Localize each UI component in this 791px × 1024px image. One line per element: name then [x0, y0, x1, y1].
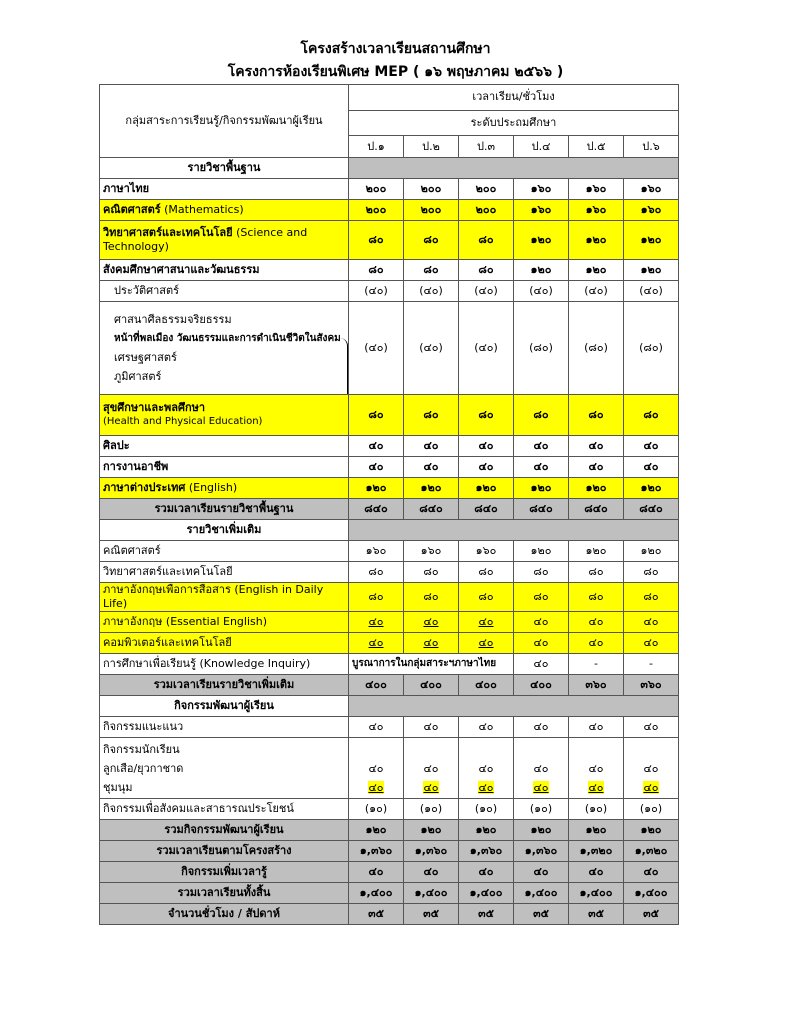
- table-row: [100, 841, 679, 862]
- value-cell: ๔๐: [569, 633, 624, 654]
- table-row: [100, 260, 679, 281]
- sub-label: กิจกรรมนักเรียน: [103, 742, 180, 756]
- document-title: โครงสร้างเวลาเรียนสถานศึกษา: [300, 41, 491, 57]
- grade-3: ป.๓: [459, 136, 514, 158]
- value-cell: ๔๐: [459, 612, 514, 633]
- value-cell: ๑๒๐: [514, 541, 569, 562]
- table-row: [100, 904, 679, 925]
- grade-5: ป.๕: [569, 136, 624, 158]
- value-cell: (๔๐): [349, 302, 404, 395]
- value-cell: ๒๐๐: [349, 200, 404, 221]
- value-cell: ๘๐: [569, 395, 624, 436]
- value-cell: ๔๐: [569, 612, 624, 633]
- grade-1: ป.๑: [349, 136, 404, 158]
- value-cell: ๔๐: [404, 633, 459, 654]
- grade-6: ป.๖: [624, 136, 679, 158]
- section-label: รายวิชาเพิ่มเติม: [100, 520, 349, 541]
- value-cell: ๑๒๐: [569, 260, 624, 281]
- value-cell: (๘๐): [514, 302, 569, 395]
- table-row: [100, 457, 679, 478]
- club-value: ๔๐: [643, 780, 659, 794]
- row-label: [100, 200, 349, 221]
- row-label: [100, 478, 349, 499]
- table-row: [100, 179, 679, 200]
- value-cell: ๓๕: [624, 904, 679, 925]
- row-label: [100, 221, 349, 260]
- value-cell: ๔๐: [349, 717, 404, 738]
- value-cell: ๘๔๐: [514, 499, 569, 520]
- value-cell: ๘๐: [404, 583, 459, 612]
- club-value: ๔๐: [533, 780, 549, 794]
- value-cell: ๔๐: [349, 862, 404, 883]
- row-label: ประวัติศาสตร์: [100, 281, 349, 302]
- table-row: [100, 478, 679, 499]
- table-row: [100, 883, 679, 904]
- value-cell: ๔๐: [514, 654, 569, 675]
- value-cell: ๔๐: [459, 717, 514, 738]
- value-cell: ๔๐: [624, 457, 679, 478]
- value-cell: ๘๐: [569, 562, 624, 583]
- value-cell: ๑๒๐: [624, 260, 679, 281]
- row-label: การงานอาชีพ: [100, 457, 349, 478]
- table-row: [100, 862, 679, 883]
- label-th: ภาษาต่างประเทศ: [103, 481, 186, 494]
- value-cell: ๔๐: [459, 633, 514, 654]
- value-cell: ๘๐: [514, 562, 569, 583]
- value-cell: ๑๒๐: [514, 478, 569, 499]
- value-cell: ๔๐: [624, 612, 679, 633]
- row-label: [100, 738, 349, 799]
- row-label: [100, 395, 349, 436]
- value-cell: ๑,๓๒๐: [624, 841, 679, 862]
- sub-label: เศรษฐศาสตร์: [114, 351, 177, 364]
- value-cell: ๔๐: [514, 862, 569, 883]
- value-cell: ๘๐: [624, 583, 679, 612]
- value-cell: (๑๐): [514, 799, 569, 820]
- value-cell: ๔๐: [404, 717, 459, 738]
- merged-cell: บูรณาการในกลุ่มสาระฯภาษาไทย: [349, 654, 514, 675]
- row-label: ภาษาอังกฤษ (Essential English): [100, 612, 349, 633]
- value-cell: ๑,๓๖๐: [349, 841, 404, 862]
- value-cell: ๒๐๐: [404, 179, 459, 200]
- document-subtitle: โครงการห้องเรียนพิเศษ MEP ( ๑๖ พฤษภาคม ๒๕๖๖ ): [227, 64, 564, 80]
- label-th: สุขศึกษาและพลศึกษา: [103, 401, 206, 414]
- row-label: คอมพิวเตอร์และเทคโนโลยี: [100, 633, 349, 654]
- scout-value: ๔๐: [478, 761, 494, 775]
- value-cell: ๑๒๐: [459, 478, 514, 499]
- value-cell: ๔๐: [514, 612, 569, 633]
- table-row: [100, 499, 679, 520]
- value-cell: ๔๐: [349, 633, 404, 654]
- section-label: กิจกรรมพัฒนาผู้เรียน: [100, 696, 349, 717]
- value-cell: (๔๐): [569, 281, 624, 302]
- value-cell: (๔๐): [514, 281, 569, 302]
- value-cell: ๓๖๐: [624, 675, 679, 696]
- value-cell: [404, 738, 459, 799]
- value-cell: ๓๖๐: [569, 675, 624, 696]
- table-row: [100, 281, 679, 302]
- value-cell: (๔๐): [459, 302, 514, 395]
- value-cell: ๑๒๐: [569, 541, 624, 562]
- section-fill: [349, 158, 679, 179]
- value-cell: (๑๐): [349, 799, 404, 820]
- club-value: ๔๐: [423, 780, 439, 794]
- section-fill: [349, 520, 679, 541]
- value-cell: ๔๐: [569, 457, 624, 478]
- value-cell: [624, 738, 679, 799]
- table-row: [100, 436, 679, 457]
- row-label: ภาษาไทย: [100, 179, 349, 200]
- value-cell: (๑๐): [624, 799, 679, 820]
- table-row: [100, 633, 679, 654]
- section-label: รายวิชาพื้นฐาน: [100, 158, 349, 179]
- value-cell: ๑,๔๐๐: [459, 883, 514, 904]
- row-label: จำนวนชั่วโมง / สัปดาห์: [100, 904, 349, 925]
- value-cell: ๔๐: [349, 436, 404, 457]
- value-cell: ๑๒๐: [404, 478, 459, 499]
- section-basic: [100, 158, 679, 179]
- value-cell: ๔๐: [349, 457, 404, 478]
- value-cell: (๔๐): [459, 281, 514, 302]
- value-cell: ๑,๔๐๐: [569, 883, 624, 904]
- value-cell: [514, 738, 569, 799]
- value-cell: ๑๖๐: [514, 200, 569, 221]
- value-cell: ๑๒๐: [624, 221, 679, 260]
- sub-label: ภูมิศาสตร์: [114, 370, 162, 383]
- value-cell: ๔๐: [404, 862, 459, 883]
- value-cell: ๔๐๐: [514, 675, 569, 696]
- value-cell: ๘๐: [459, 221, 514, 260]
- value-cell: ๘๐: [514, 583, 569, 612]
- scout-value: ๔๐: [368, 761, 384, 775]
- value-cell: ๔๐: [624, 436, 679, 457]
- sub-label: ศาสนาศีลธรรมจริยธรรม: [114, 313, 232, 326]
- value-cell: [569, 738, 624, 799]
- level-header: ระดับประถมศึกษา: [349, 110, 679, 136]
- value-cell: (๔๐): [404, 281, 459, 302]
- value-cell: ๑๖๐: [569, 179, 624, 200]
- value-cell: ๒๐๐: [459, 179, 514, 200]
- sub-label: หน้าที่พลเมือง วัฒนธรรมและการดำเนินชีวิตในสังคม: [114, 333, 341, 344]
- value-cell: ๑,๓๖๐: [404, 841, 459, 862]
- value-cell: (๑๐): [569, 799, 624, 820]
- value-cell: ๑๖๐: [404, 541, 459, 562]
- value-cell: ๔๐: [514, 436, 569, 457]
- value-cell: -: [569, 654, 624, 675]
- row-label: ศิลปะ: [100, 436, 349, 457]
- value-cell: ๓๕: [404, 904, 459, 925]
- value-cell: ๘๐: [349, 562, 404, 583]
- value-cell: ๔๐: [349, 612, 404, 633]
- value-cell: ๘๔๐: [459, 499, 514, 520]
- value-cell: ๔๐๐: [349, 675, 404, 696]
- value-cell: ๔๐: [569, 436, 624, 457]
- table-row: [100, 562, 679, 583]
- value-cell: (๑๐): [404, 799, 459, 820]
- club-value: ๔๐: [588, 780, 604, 794]
- value-cell: ๓๕: [514, 904, 569, 925]
- brace-icon: [339, 338, 348, 395]
- value-cell: ๑๒๐: [569, 820, 624, 841]
- value-cell: ๑๒๐: [514, 221, 569, 260]
- value-cell: ๑๒๐: [569, 478, 624, 499]
- value-cell: ๘๔๐: [349, 499, 404, 520]
- label-th: วิทยาศาสตร์และเทคโนโลยี: [103, 226, 233, 239]
- value-cell: ๔๐: [404, 436, 459, 457]
- scout-value: ๔๐: [423, 761, 439, 775]
- value-cell: ๘๐: [459, 260, 514, 281]
- value-cell: ๑,๓๖๐: [514, 841, 569, 862]
- value-cell: ๘๐: [404, 562, 459, 583]
- value-cell: ๓๕: [569, 904, 624, 925]
- row-label: สังคมศึกษาศาสนาและวัฒนธรรม: [100, 260, 349, 281]
- table-row: [100, 302, 679, 395]
- row-label: [100, 302, 349, 395]
- value-cell: ๑,๔๐๐: [624, 883, 679, 904]
- value-cell: [349, 738, 404, 799]
- row-label: รวมกิจกรรมพัฒนาผู้เรียน: [100, 820, 349, 841]
- value-cell: ๘๐: [404, 260, 459, 281]
- value-cell: ๑๒๐: [624, 478, 679, 499]
- section-additional: [100, 520, 679, 541]
- sub-label: ลูกเสือ/ยุวกาชาด: [103, 761, 184, 775]
- value-cell: ๔๐: [514, 457, 569, 478]
- value-cell: ๘๐: [624, 395, 679, 436]
- label-en: (Science and Technology): [103, 226, 308, 253]
- table-row: [100, 221, 679, 260]
- value-cell: ๑๒๐: [349, 820, 404, 841]
- value-cell: ๑๒๐: [624, 541, 679, 562]
- value-cell: (๔๐): [624, 281, 679, 302]
- value-cell: ๑๖๐: [624, 179, 679, 200]
- grade-2: ป.๒: [404, 136, 459, 158]
- value-cell: ๓๕: [459, 904, 514, 925]
- label-en: (Health and Physical Education): [103, 416, 263, 427]
- value-cell: ๑,๓๒๐: [569, 841, 624, 862]
- scout-value: ๔๐: [643, 761, 659, 775]
- value-cell: ๔๐: [624, 717, 679, 738]
- value-cell: ๔๐: [624, 862, 679, 883]
- value-cell: ๑๖๐: [569, 200, 624, 221]
- row-label: คณิตศาสตร์: [100, 541, 349, 562]
- value-cell: ๔๐: [404, 612, 459, 633]
- section-fill: [349, 696, 679, 717]
- table-row: [100, 612, 679, 633]
- table-row: [100, 583, 679, 612]
- value-cell: (๘๐): [624, 302, 679, 395]
- label-en: (English): [185, 481, 238, 494]
- value-cell: ๘๐: [349, 395, 404, 436]
- value-cell: ๔๐: [569, 717, 624, 738]
- row-label: รวมเวลาเรียนรายวิชาเพิ่มเติม: [100, 675, 349, 696]
- value-cell: -: [624, 654, 679, 675]
- value-cell: ๔๐: [514, 633, 569, 654]
- row-label: กิจกรรมเพิ่มเวลารู้: [100, 862, 349, 883]
- curriculum-table: [99, 84, 679, 925]
- section-activities: [100, 696, 679, 717]
- value-cell: ๑,๔๐๐: [349, 883, 404, 904]
- club-value: ๔๐: [478, 780, 494, 794]
- value-cell: ๘๐: [624, 562, 679, 583]
- table-row: [100, 654, 679, 675]
- value-cell: ๘๐: [459, 562, 514, 583]
- value-cell: ๘๐: [404, 395, 459, 436]
- sub-label: ชุมนุม: [103, 780, 133, 794]
- value-cell: (๑๐): [459, 799, 514, 820]
- value-cell: ๑๒๐: [569, 221, 624, 260]
- value-cell: [459, 738, 514, 799]
- value-cell: (๔๐): [349, 281, 404, 302]
- row-label: กิจกรรมเพื่อสังคมและสาธารณประโยชน์: [100, 799, 349, 820]
- label-en: (Mathematics): [160, 203, 244, 216]
- value-cell: ๔๐: [404, 457, 459, 478]
- value-cell: ๑๖๐: [624, 200, 679, 221]
- table-row: [100, 717, 679, 738]
- value-cell: ๔๐: [569, 862, 624, 883]
- value-cell: ๑๒๐: [624, 820, 679, 841]
- value-cell: (๔๐): [404, 302, 459, 395]
- value-cell: ๒๐๐: [404, 200, 459, 221]
- table-row: [100, 200, 679, 221]
- value-cell: ๘๐: [569, 583, 624, 612]
- value-cell: ๔๐๐: [404, 675, 459, 696]
- value-cell: ๘๔๐: [624, 499, 679, 520]
- grade-4: ป.๔: [514, 136, 569, 158]
- club-value: ๔๐: [368, 780, 384, 794]
- value-cell: ๘๐: [349, 583, 404, 612]
- value-cell: ๘๐: [514, 395, 569, 436]
- time-header: เวลาเรียน/ชั่วโมง: [349, 85, 679, 111]
- value-cell: ๑๖๐: [514, 179, 569, 200]
- value-cell: ๘๐: [404, 221, 459, 260]
- value-cell: ๘๔๐: [569, 499, 624, 520]
- value-cell: ๘๔๐: [404, 499, 459, 520]
- table-row: [100, 799, 679, 820]
- row-label: รวมเวลาเรียนตามโครงสร้าง: [100, 841, 349, 862]
- value-cell: ๔๐: [459, 862, 514, 883]
- row-label: ภาษาอังกฤษเพื่อการสื่อสาร (English in Daily Life): [100, 583, 349, 612]
- value-cell: ๑๒๐: [459, 820, 514, 841]
- value-cell: ๔๐: [514, 717, 569, 738]
- table-row: [100, 675, 679, 696]
- value-cell: ๑,๓๖๐: [459, 841, 514, 862]
- value-cell: ๑,๔๐๐: [404, 883, 459, 904]
- scout-value: ๔๐: [533, 761, 549, 775]
- table-row: [100, 820, 679, 841]
- row-label: การศึกษาเพื่อเรียนรู้ (Knowledge Inquiry): [100, 654, 349, 675]
- value-cell: ๘๐: [349, 260, 404, 281]
- table-row: [100, 395, 679, 436]
- value-cell: ๒๐๐: [349, 179, 404, 200]
- value-cell: ๔๐๐: [459, 675, 514, 696]
- value-cell: (๘๐): [569, 302, 624, 395]
- row-label: วิทยาศาสตร์และเทคโนโลยี: [100, 562, 349, 583]
- row-label: กิจกรรมแนะแนว: [100, 717, 349, 738]
- value-cell: ๘๐: [459, 395, 514, 436]
- value-cell: ๑,๔๐๐: [514, 883, 569, 904]
- label-th: คณิตศาสตร์: [103, 203, 161, 216]
- value-cell: ๑๒๐: [349, 478, 404, 499]
- scout-value: ๔๐: [588, 761, 604, 775]
- row-label: รวมเวลาเรียนทั้งสิ้น: [100, 883, 349, 904]
- value-cell: ๑๖๐: [349, 541, 404, 562]
- value-cell: ๓๕: [349, 904, 404, 925]
- value-cell: ๑๒๐: [514, 820, 569, 841]
- value-cell: ๘๐: [459, 583, 514, 612]
- value-cell: ๔๐: [624, 633, 679, 654]
- value-cell: ๔๐: [459, 436, 514, 457]
- row-label: รวมเวลาเรียนรายวิชาพื้นฐาน: [100, 499, 349, 520]
- value-cell: ๒๐๐: [459, 200, 514, 221]
- table-row: [100, 738, 679, 799]
- table-row: [100, 541, 679, 562]
- value-cell: ๔๐: [459, 457, 514, 478]
- value-cell: ๑๖๐: [459, 541, 514, 562]
- value-cell: ๑๒๐: [514, 260, 569, 281]
- value-cell: ๘๐: [349, 221, 404, 260]
- value-cell: ๑๒๐: [404, 820, 459, 841]
- group-header: กลุ่มสาระการเรียนรู้/กิจกรรมพัฒนาผู้เรียน: [100, 85, 349, 158]
